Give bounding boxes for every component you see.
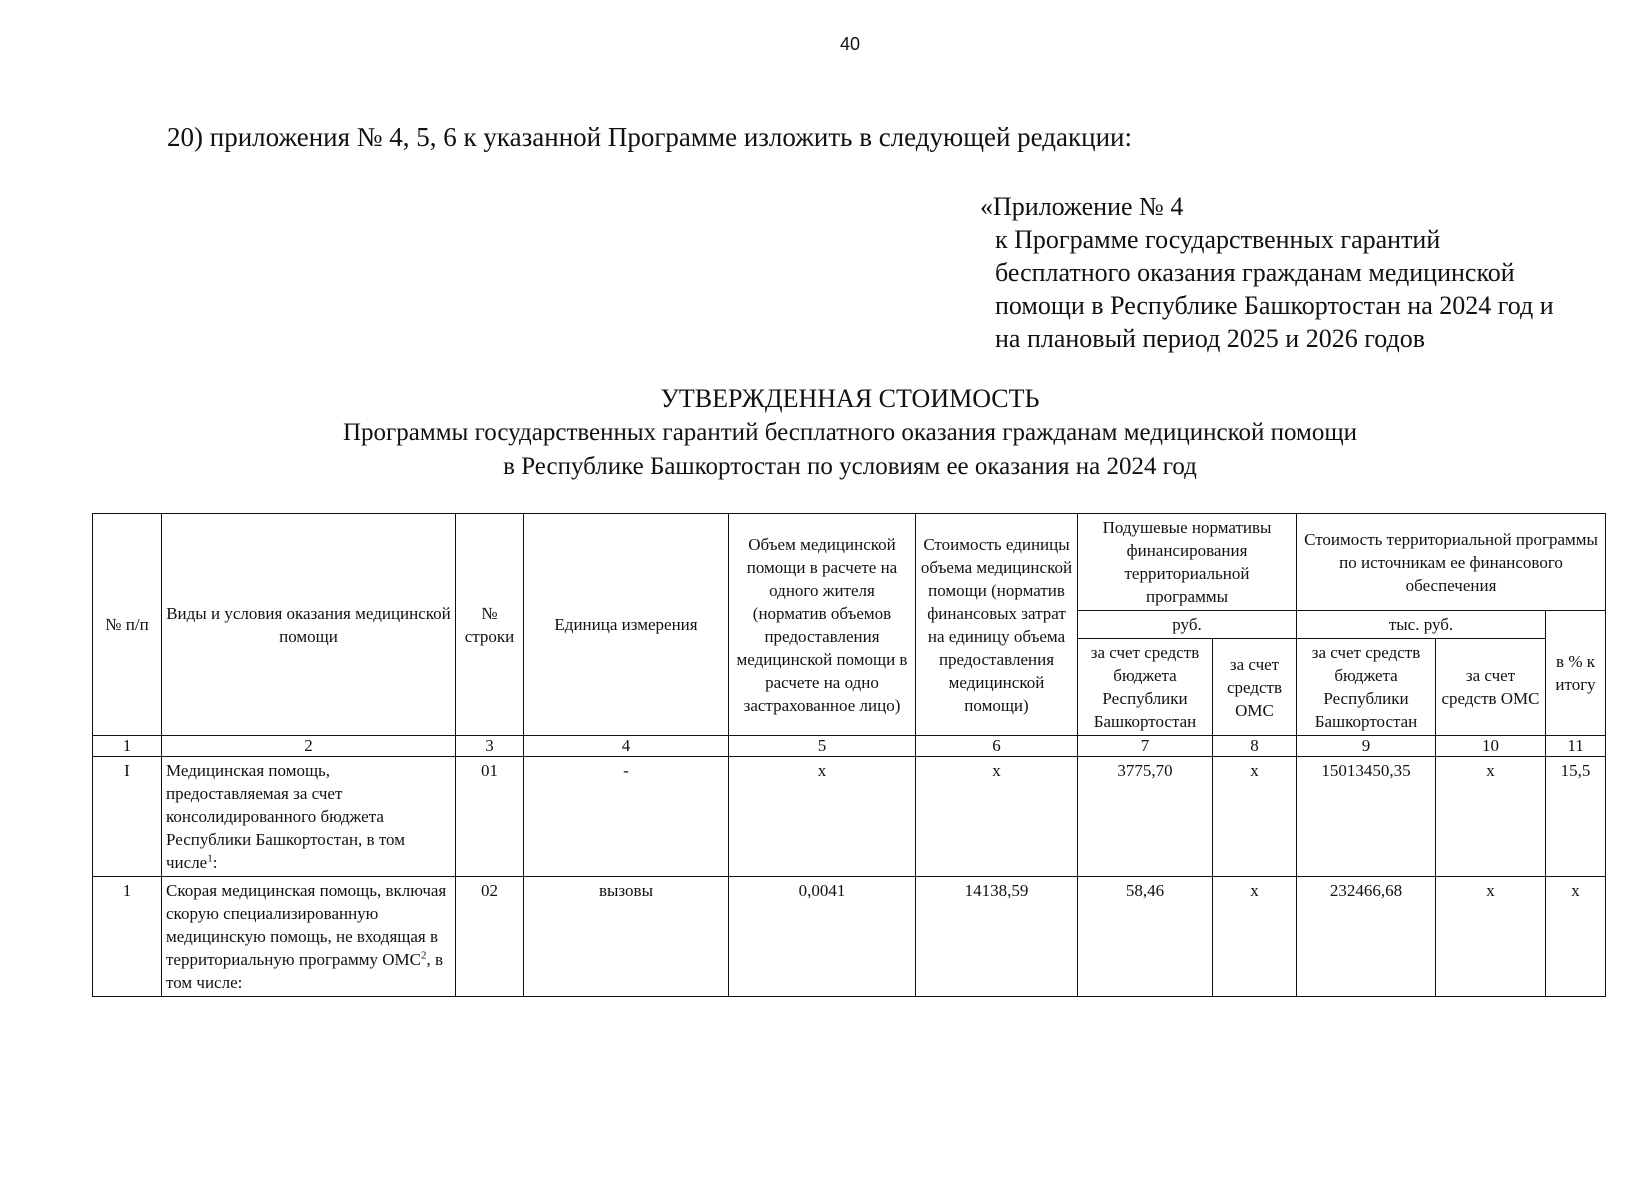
cost-table <box>92 513 1606 997</box>
row-cost-oms: х <box>1436 877 1546 997</box>
row-unit: вызовы <box>524 877 729 997</box>
appendix-line-5: на плановый период 2025 и 2026 годов <box>995 324 1425 353</box>
header-volume: Объем медицинской помощи в расчете на одного жителя (норматив объемов предоставления медицинской помощи в расчете на одно застрахованное лицо) <box>729 514 916 736</box>
header-per-capita: Подушевые нормативы финансирования территориальной программы <box>1078 514 1297 611</box>
row-description-text: Скорая медицинская помощь, включая скорую специализированную медицинскую помощь, не входящая в территориальную программу ОМС <box>166 881 447 969</box>
row-cost-budget: 15013450,35 <box>1297 757 1436 877</box>
row-per-capita-budget: 3775,70 <box>1078 757 1213 877</box>
row-volume: 0,0041 <box>729 877 916 997</box>
column-number: 5 <box>729 736 916 757</box>
row-per-capita-oms: х <box>1213 757 1297 877</box>
row-per-capita-oms: х <box>1213 877 1297 997</box>
row-description <box>162 757 456 877</box>
row-unit: - <box>524 757 729 877</box>
header-thous-rub: тыс. руб. <box>1297 611 1546 639</box>
column-number: 1 <box>93 736 162 757</box>
column-number: 6 <box>916 736 1078 757</box>
column-number: 9 <box>1297 736 1436 757</box>
appendix-heading <box>980 190 1554 355</box>
row-code: 01 <box>456 757 524 877</box>
row-description-text: Медицинская помощь, предоставляемая за счет консолидированного бюджета Республики Башкортостан, в том числе <box>166 761 405 872</box>
header-oms-2: за счет средств ОМС <box>1436 639 1546 736</box>
header-oms: за счет средств ОМС <box>1213 639 1297 736</box>
header-territorial-cost: Стоимость территориальной программы по источникам ее финансового обеспечения <box>1297 514 1606 611</box>
document-title <box>0 382 1632 484</box>
row-num: 1 <box>93 877 162 997</box>
header-budget-2: за счет средств бюджета Республики Башкортостан <box>1297 639 1436 736</box>
header-row-no: № строки <box>456 514 524 736</box>
header-percent: в % к итогу <box>1546 611 1606 736</box>
page-number: 40 <box>839 34 861 54</box>
header-budget: за счет средств бюджета Республики Башкортостан <box>1078 639 1213 736</box>
row-percent: х <box>1546 877 1606 997</box>
column-number: 4 <box>524 736 729 757</box>
column-number: 3 <box>456 736 524 757</box>
table-row <box>93 757 1606 877</box>
intro-paragraph: 20) приложения № 4, 5, 6 к указанной Программе изложить в следующей редакции: <box>167 122 1132 152</box>
row-num: I <box>93 757 162 877</box>
row-unit-cost: х <box>916 757 1078 877</box>
column-number: 10 <box>1436 736 1546 757</box>
appendix-line-4: помощи в Республике Башкортостан на 2024 год и <box>995 291 1554 320</box>
row-unit-cost: 14138,59 <box>916 877 1078 997</box>
row-cost-oms: х <box>1436 757 1546 877</box>
row-percent: 15,5 <box>1546 757 1606 877</box>
header-unit: Единица измерения <box>524 514 729 736</box>
row-code: 02 <box>456 877 524 997</box>
header-rub: руб. <box>1078 611 1297 639</box>
row-volume: х <box>729 757 916 877</box>
footnote-mark: 1 <box>207 852 213 865</box>
header-num: № п/п <box>93 514 162 736</box>
appendix-line-3: бесплатного оказания гражданам медицинской <box>995 258 1515 287</box>
title-subtitle-2: в Республике Башкортостан по условиям ее оказания на 2024 год <box>503 453 1197 480</box>
header-unit-cost: Стоимость единицы объема медицинской помощи (норматив финансовых затрат на единицу объема предоставления медицинской помощи) <box>916 514 1078 736</box>
row-description-end: , в том числе: <box>166 950 443 992</box>
column-number: 8 <box>1213 736 1297 757</box>
column-number: 7 <box>1078 736 1213 757</box>
column-number: 2 <box>162 736 456 757</box>
row-description <box>162 877 456 997</box>
column-number: 11 <box>1546 736 1606 757</box>
footnote-mark: 2 <box>420 949 427 962</box>
row-cost-budget: 232466,68 <box>1297 877 1436 997</box>
title-subtitle-1: Программы государственных гарантий бесплатного оказания гражданам медицинской помощи <box>343 419 1357 446</box>
row-description-end: : <box>212 853 218 872</box>
table-row <box>93 877 1606 997</box>
column-number-row <box>93 736 1606 757</box>
row-per-capita-budget: 58,46 <box>1078 877 1213 997</box>
appendix-line-1: «Приложение № 4 <box>980 192 1184 221</box>
header-types: Виды и условия оказания медицинской помощи <box>162 514 456 736</box>
appendix-line-2: к Программе государственных гарантий <box>995 225 1441 254</box>
title-main: УТВЕРЖДЕННАЯ СТОИМОСТЬ <box>660 384 1040 413</box>
